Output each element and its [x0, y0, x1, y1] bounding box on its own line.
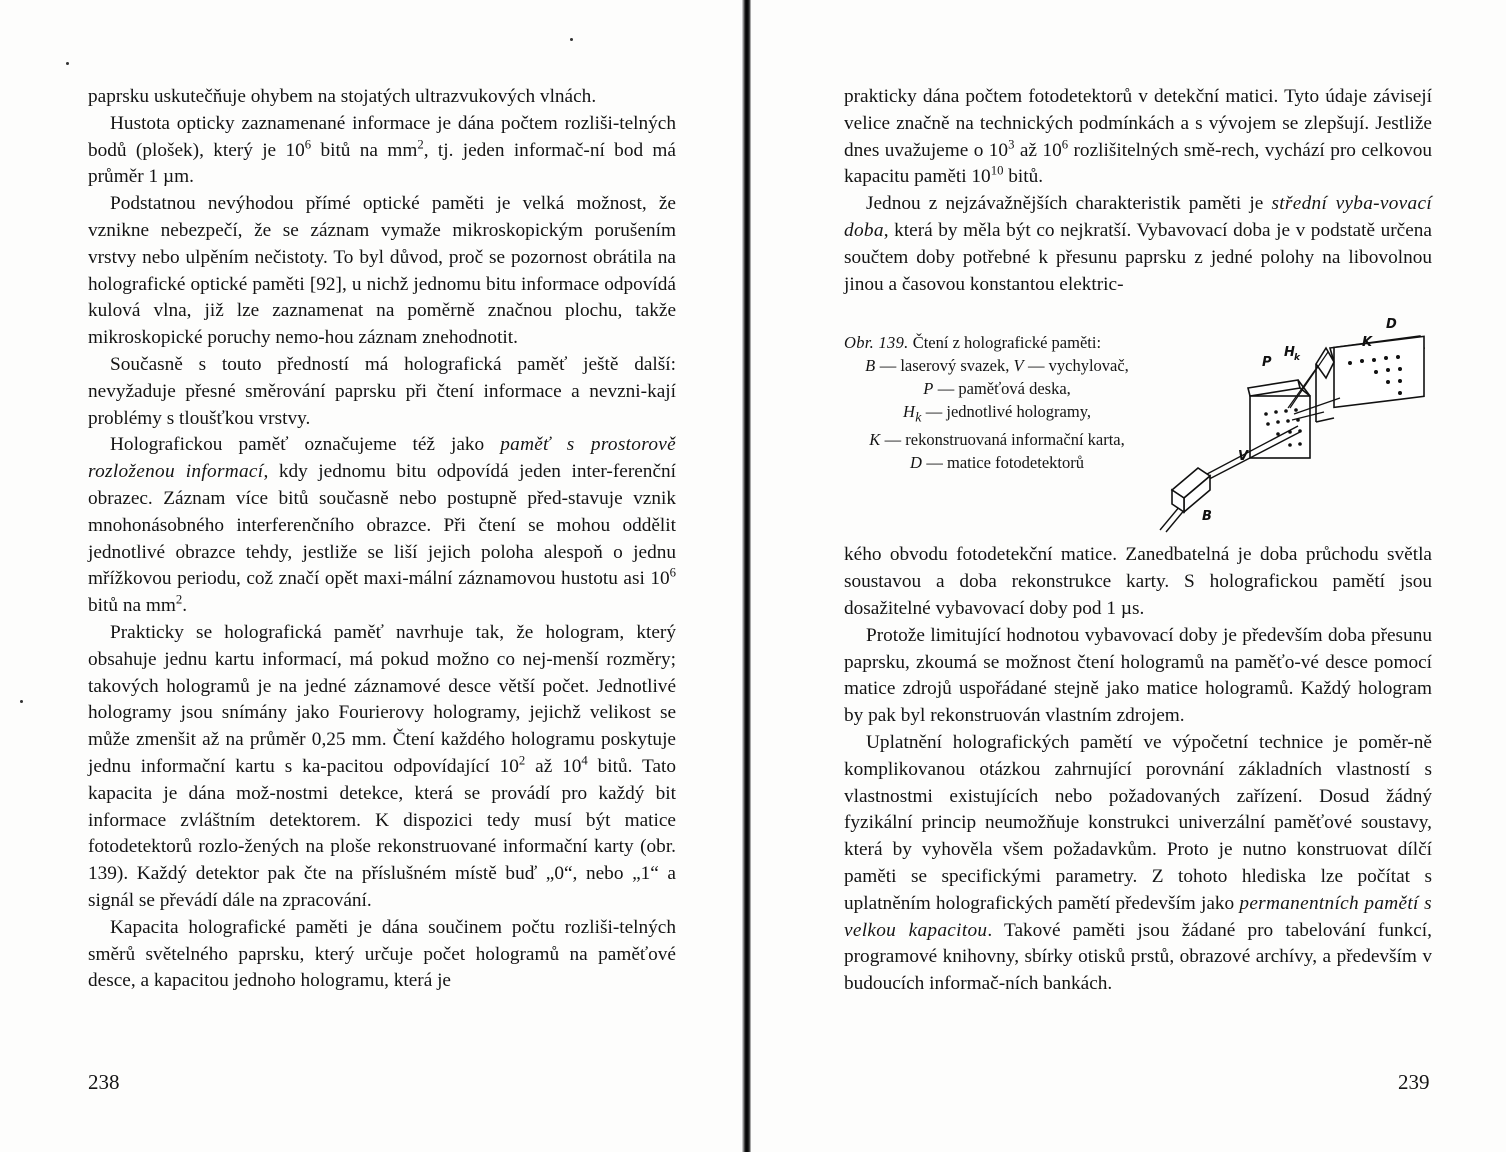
paragraph: Uplatnění holografických pamětí ve výpočetní technice je poměr-ně komplikovanou otázkou zahrnující porovnání základních vlastností s vlastnostmi existujících nebo požadovaných zařízení. Dosud žádný fyzikální princip neumožňuje konstrukci univerzální paměťové soustavy, která by vyhověla všem požadavkům. Proto je nutno konstruovat dílčí paměti se specifickými parametry. Z tohoto hlediska lze počítat s uplatněním holografických pamětí především jako permanentních pamětí s velkou kapacitou. Takové paměti jsou žádané pro tabelování funkcí, programové knihovny, sbírky otisků prstů, obrazové archívy, a především v budoucích informač-ních bankách.	[844, 731, 1432, 995]
right-page-text-bottom	[844, 542, 1432, 998]
label-V: V	[1238, 449, 1249, 465]
paragraph: Holografickou paměť označujeme též jako paměť s prostorově rozloženou informací, kdy jednomu bitu odpovídá jeden inter-ferenční obrazec. Záznam více bitů současně nebo postupně před-stavuje vznik mnohonásobného interferenčního obrazce. Při čtení se mohou oddělit jednotlivé obrazce tehdy, jestliže se liší jejich poloha alespoň o jednu mřížkovou periodu, což značí opět maxi-mální záznamovou hustotu asi $10^6$ bitů na $mm^2$.	[88, 434, 677, 617]
left-page-number: 238	[88, 1070, 120, 1094]
paragraph: Současně s touto předností má holografická paměť ještě další: nevyžaduje přesné směrování paprsku při čtení informace a nevzni-kají problémy s tloušťkou vrstvy.	[88, 353, 676, 429]
left-page-text	[88, 84, 676, 995]
label-D: D	[1386, 317, 1397, 333]
paragraph: Hustota opticky zaznamenané informace je dána počtem rozliši-telných bodů (plošek), který je $10^6$ bitů na $mm^2$, tj. jeden informač-ní bod má průměr 1 µm.	[88, 112, 676, 188]
figure-caption	[844, 332, 1150, 474]
caption-line: P — paměťová deska,	[923, 378, 1071, 398]
right-page-number: 239	[1398, 1070, 1430, 1094]
scan-speck	[20, 700, 23, 703]
caption-line: $H_k$ — jednotlivé hologramy,	[902, 401, 1092, 425]
label-Hk: H	[1284, 345, 1295, 361]
holographic-memory-diagram	[1150, 308, 1440, 536]
paragraph: Kapacita holografické paměti je dána součinem počtu rozliši-telných směrů světelného paprsku, který určuje počet hologramů na paměťové desce, a kapacitou jednoho hologramu, která je	[88, 916, 676, 992]
right-page-text	[844, 84, 1432, 998]
label-K: K	[1362, 335, 1373, 351]
paragraph: kého obvodu fotodetekční matice. Zanedbatelná je doba průchodu světla soustavou a doba rekonstrukce karty. S holografickou pamětí jsou dosažitelné vybavovací doby pod 1 µs.	[844, 544, 1432, 619]
paragraph: Prakticky se holografická paměť navrhuje tak, že hologram, který obsahuje jednu kartu informací, má pokud možno co nej-menší rozměry; takových hologramů je na jedné záznamové desce větší počet. Jednotlivé hologramy jsou snímány jako Fourierovy hologramy, jejichž velikost se může zmenšit až na průměr 0,25 mm. Čtení každého hologramu poskytuje jednu informační kartu s ka-pacitou odpovídající $10^2$ až $10^4$ bitů. Tato kapacita je dána mož-nostmi detekce, která se provádí pro každý bit informace zvláštním detektorem. K dispozici tedy musí být matice fotodetektorů rozlo-žených na ploše rekonstruované informační karty (obr. 139). Každý detektor pak čte na příslušném místě buď „0“, nebo „1“ a signál se převádí dále na zpracování.	[88, 621, 676, 911]
scan-speck	[570, 38, 573, 41]
caption-line: B — laserový svazek, V — vychylovač,	[865, 356, 1129, 376]
figure-139	[844, 308, 1432, 536]
caption-line: D — matice fotodetektorů	[910, 452, 1084, 472]
label-B: B	[1202, 509, 1212, 525]
paragraph: paprsku uskutečňuje ohybem na stojatých ultrazvukových vlnách.	[88, 86, 597, 107]
paragraph: prakticky dána počtem fotodetektorů v detekční matici. Tyto údaje závisejí velice značně na technických podmínkách a s vývojem se zlepšují. Jestliže dnes uvažujeme o $10^3$ až $10^6$ rozlišitelných smě-rech, vychází pro celkovou kapacitu paměti $10^{10}$ bitů.	[844, 86, 1433, 188]
right-page-text-top	[844, 84, 1432, 298]
label-P: P	[1262, 355, 1272, 371]
scan-speck	[66, 62, 69, 65]
paragraph: Jednou z nejzávažnějších charakteristik paměti je střední vyba-vovací doba, která by měla být co nejkratší. Vybavovací doba je v podstatě určena součtem doby potřebné k přesunu paprsku z jedné polohy na libovolnou jinou a časovou konstantou elektric-	[844, 193, 1432, 295]
caption-line: Obr. 139. Čtení z holografické paměti:	[844, 333, 1102, 353]
paragraph: Protože limitující hodnotou vybavovací doby je především doba přesunu paprsku, zkoumá se možnost čtení hologramů na paměťo-vé desce pomocí matice zdrojů uspořádané stejně jako matice hologramů. Každý hologram by pak byl rekonstruován vlastním zdrojem.	[844, 624, 1432, 727]
caption-line: K — rekonstruovaná informační karta,	[869, 429, 1125, 449]
paragraph: Podstatnou nevýhodou přímé optické paměti je velká možnost, že vznikne nebezpečí, že se záznam vymaže mikroskopickým porušením vrstvy nebo ulpěním nečistoty. To byl důvod, proč se pozornost obrátila na holografické optické paměti [92], u nichž jednomu bitu informace odpovídá kulová vlna, již lze zaznamenat na poměrně značnou plochu, takže mikroskopické poruchy nemo-hou záznam znehodnotit.	[88, 193, 676, 349]
deflector	[1172, 468, 1210, 512]
book-gutter	[742, 0, 751, 1152]
label-Hk-sub: k	[1294, 353, 1300, 364]
